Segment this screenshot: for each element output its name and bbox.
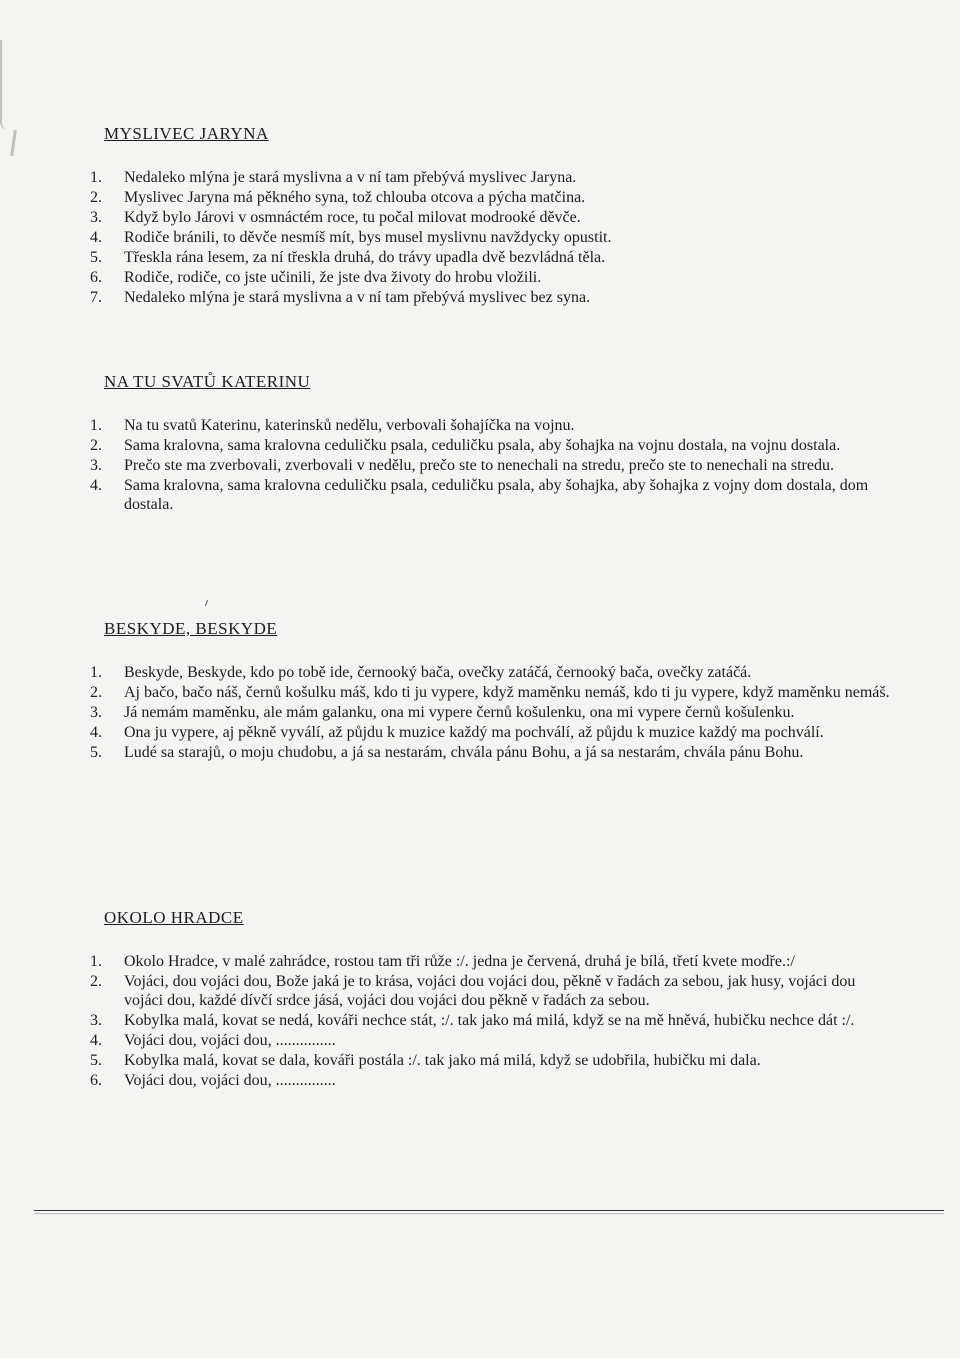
verse-text: Rodiče, rodiče, co jste učinili, že jste dva životy do hrobu vložili. — [124, 269, 542, 286]
verse-text: Okolo Hradce, v malé zahrádce, rostou tam tři růže :/. jedna je červená, druhá je bílá, třetí kvete modře.:/ — [124, 953, 795, 970]
verse — [90, 268, 898, 287]
verse-text: Třeskla rána lesem, za ní třeskla druhá, do trávy upadla dvě bezvládná těla. — [124, 249, 606, 266]
verse-number: 2. — [90, 189, 102, 206]
verse — [90, 952, 898, 971]
verse-text: Ona ju vypere, aj pěkně vyválí, až půjdu k muzice každý ma pochválí, až půjdu k muzice každý ma pochválí. — [124, 724, 824, 741]
bottom-divider — [34, 1210, 944, 1211]
verse-text: Sama kralovna, sama kralovna ceduličku psala, ceduličku psala, aby šohajka na vojnu dostala, na vojnu dostala. — [124, 437, 841, 454]
stray-pen-mark — [205, 600, 208, 606]
verse-number: 4. — [90, 724, 102, 741]
verse — [90, 1031, 898, 1050]
verse-number: 5. — [90, 1052, 102, 1069]
verse-number: 4. — [90, 477, 102, 494]
verse-text: Já nemám maměnku, ale mám galanku, ona mi vypere černů košulenku, ona mi vypere černů košulenku. — [124, 704, 795, 721]
verse — [90, 248, 898, 267]
verse-list — [90, 168, 898, 307]
verse-number: 3. — [90, 457, 102, 474]
verse-text: Na tu svatů Katerinu, katerinsků nedělu, verbovali šohajíčka na vojnu. — [124, 417, 575, 434]
verse — [90, 288, 898, 307]
verse-text: Prečo ste ma zverbovali, zverbovali v nedělu, prečo ste to nenechali na stredu, prečo ste to nenechali na stredu. — [124, 457, 834, 474]
verse-text: Ludé sa starajů, o moju chudobu, a já sa nestarám, chvála pánu Bohu, a já sa nestarám, chvála pánu Bohu. — [124, 744, 804, 761]
verse-number: 1. — [90, 953, 102, 970]
verse-number: 6. — [90, 269, 102, 286]
verse — [90, 168, 898, 187]
bottom-divider-shadow — [34, 1213, 944, 1214]
verse — [90, 436, 898, 455]
verse — [90, 743, 898, 762]
verse-text: Když bylo Járovi v osmnáctém roce, tu počal milovat modrooké děvče. — [124, 209, 581, 226]
verse — [90, 476, 898, 514]
verse-number: 2. — [90, 973, 102, 990]
verse — [90, 416, 898, 435]
verse-text: Aj bačo, bačo náš, černů košulku máš, kdo ti ju vypere, když maměnku nemáš, kdo ti ju vypere, když maměnku nemáš. — [124, 684, 890, 701]
verse-number: 6. — [90, 1072, 102, 1089]
verse-text: Vojáci, dou vojáci dou, Bože jaká je to krása, vojáci dou vojáci dou, pěkně v řadách za sebou, jak husy, vojáci dou vojáci dou, každé dívčí srdce jásá, vojáci dou vojáci dou pěkně v řadách za sebou. — [124, 973, 856, 1009]
verse-list — [90, 952, 898, 1090]
verse — [90, 456, 898, 475]
verse-number: 3. — [90, 1012, 102, 1029]
verse-text: Myslivec Jaryna má pěkného syna, tož chlouba otcova a pýcha matčina. — [124, 189, 586, 206]
verse — [90, 972, 898, 1010]
verse-list — [90, 416, 898, 514]
verse-number: 5. — [90, 249, 102, 266]
song-na-tu-svatu-katerinu — [90, 372, 898, 515]
song-title: NA TU SVATŮ KATERINU — [104, 372, 311, 391]
verse-text: Kobylka malá, kovat se dala, kováři postála :/. tak jako má milá, když se udobřila, hubičku mi dala. — [124, 1052, 761, 1069]
verse — [90, 208, 898, 227]
verse — [90, 723, 898, 742]
verse — [90, 683, 898, 702]
page-edge-mark-small — [10, 130, 17, 156]
verse-text: Kobylka malá, kovat se nedá, kováři nechce stát, :/. tak jako má milá, když se na mě hněvá, hubičku nechce dát :/. — [124, 1012, 855, 1029]
verse — [90, 663, 898, 682]
verse-text: Nedaleko mlýna je stará myslivna a v ní tam přebývá myslivec Jaryna. — [124, 169, 577, 186]
verse — [90, 1071, 898, 1090]
verse — [90, 228, 898, 247]
song-okolo-hradce — [90, 908, 898, 1091]
verse — [90, 1011, 898, 1030]
verse-text: Vojáci dou, vojáci dou, ............... — [124, 1072, 336, 1089]
song-title: OKOLO HRADCE — [104, 908, 244, 927]
verse-text: Sama kralovna, sama kralovna ceduličku psala, ceduličku psala, aby šohajka, aby šohajka z vojny dom dostala, dom dostala. — [124, 477, 869, 513]
verse-number: 4. — [90, 1032, 102, 1049]
verse-number: 3. — [90, 209, 102, 226]
song-beskyde-beskyde — [90, 619, 898, 763]
verse-number: 1. — [90, 169, 102, 186]
verse-number: 1. — [90, 417, 102, 434]
song-title: MYSLIVEC JARYNA — [104, 124, 269, 143]
verse-text: Beskyde, Beskyde, kdo po tobě ide, černooký bača, ovečky zatáčá, černooký bača, ovečky zatáčá. — [124, 664, 752, 681]
verse-number: 2. — [90, 437, 102, 454]
song-title: BESKYDE, BESKYDE — [104, 619, 278, 638]
verse-number: 7. — [90, 289, 102, 306]
verse — [90, 188, 898, 207]
verse-text: Vojáci dou, vojáci dou, ............... — [124, 1032, 336, 1049]
page-edge-mark — [0, 40, 16, 130]
verse-text: Nedaleko mlýna je stará myslivna a v ní tam přebývá myslivec bez syna. — [124, 289, 591, 306]
verse — [90, 703, 898, 722]
verse-number: 5. — [90, 744, 102, 761]
verse-number: 4. — [90, 229, 102, 246]
verse-number: 3. — [90, 704, 102, 721]
verse — [90, 1051, 898, 1070]
verse-number: 2. — [90, 684, 102, 701]
verse-text: Rodiče bránili, to děvče nesmíš mít, bys musel myslivnu navždycky opustit. — [124, 229, 612, 246]
verse-list — [90, 663, 898, 762]
song-myslivec-jaryna — [90, 124, 898, 308]
verse-number: 1. — [90, 664, 102, 681]
